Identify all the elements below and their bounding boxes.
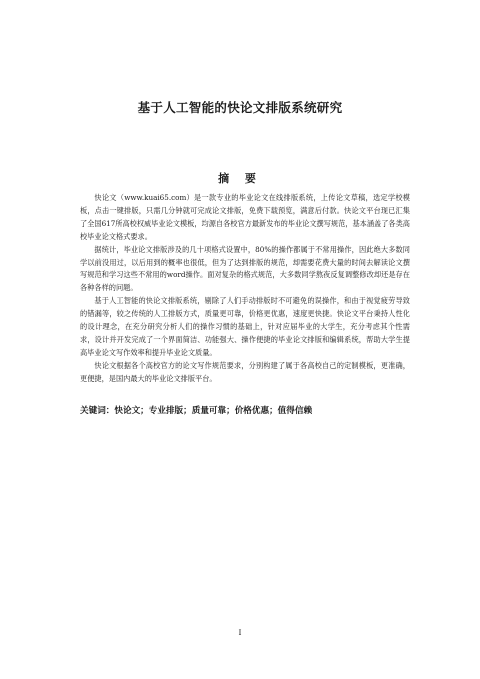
abstract-body bbox=[80, 192, 410, 386]
abstract-heading: 摘 要 bbox=[218, 172, 262, 185]
keywords-line: 关键词：快论文；专业排版；质量可靠；价格优惠；值得信赖 bbox=[80, 406, 313, 416]
page-number: I bbox=[238, 628, 242, 637]
abstract-paragraph: 快论文根据各个高校官方的论文写作规范要求，分别构建了属于各高校自己的定制模板，更准确，更便捷，是国内最大的毕业论文排版平台。 bbox=[80, 360, 410, 383]
abstract-paragraph: 据统计，毕业论文排版涉及的几十项格式设置中，80%的操作都属于不常用操作，因此绝大多数同学以前没用过，以后用到的概率也很低，但为了达到排版的规范，却需要花费大量的时间去解读论文撰写规范和学习这些不常用的word操作。面对复杂的格式规范，大多数同学熬夜反复调整修改却还是存在各种各样的问题。 bbox=[80, 244, 410, 293]
abstract-paragraph: 快论文（www.kuai65.com）是一款专业的毕业论文在线排版系统，上传论文草稿，选定学校模板，点击一键排版，只需几分钟就可完成论文排版，免费下载预览，满意后付款。快论文平台现已汇集了全国617所高校权威毕业论文模板，均源自各校官方最新发布的毕业论文撰写规范，基本涵盖了各类高校毕业论文格式要求。 bbox=[80, 193, 410, 241]
document-title: 基于人工智能的快论文排版系统研究 bbox=[137, 100, 343, 115]
abstract-paragraph: 基于人工智能的快论文排版系统，剔除了人们手动排版时不可避免的误操作，和由于视觉疲劳导致的错漏等，较之传统的人工排版方式，质量更可靠，价格更优惠，速度更快捷。快论文平台秉持人性化的设计理念，在充分研究分析人们的操作习惯的基础上，针对应届毕业的大学生，充分考虑其个性需求，设计并开发完成了一个界面简洁、功能强大、操作便捷的毕业论文排版和编辑系统，帮助大学生提高毕业论文写作效率和提升毕业论文质量。 bbox=[80, 296, 410, 357]
